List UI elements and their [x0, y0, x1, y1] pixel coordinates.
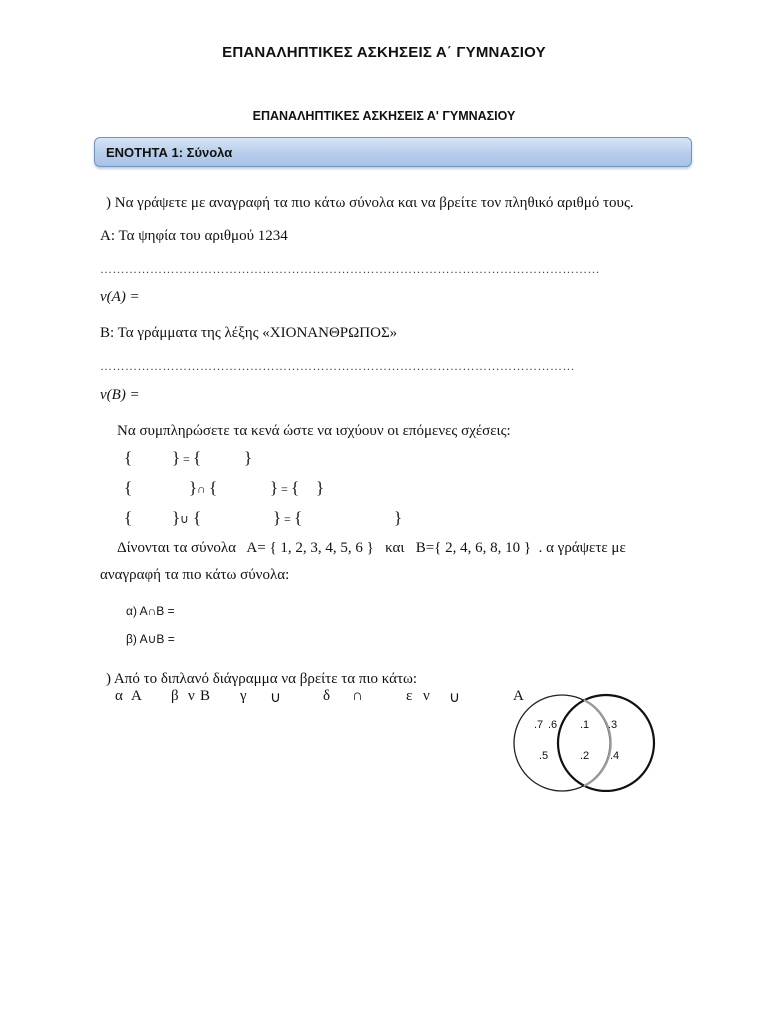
open-brace: { — [294, 508, 303, 527]
label-alpha: α — [115, 688, 123, 704]
venn-circle-b — [558, 695, 654, 791]
close-brace: } — [172, 448, 181, 467]
exercise2-prompt: Να συμπληρώσετε τα κενά ώστε να ισχύουν οι επόμενες σχέσεις: — [117, 423, 511, 439]
label-set-a: Α — [131, 688, 142, 704]
open-brace: { — [124, 448, 133, 467]
open-brace: { — [291, 478, 300, 497]
close-brace: } — [316, 478, 325, 497]
equals-sign: = — [281, 482, 288, 496]
label-union: ∪ — [270, 690, 281, 706]
answer-line-a: ………………………………………………………………………………………………………… — [100, 262, 600, 276]
union-sign: ∪ — [180, 512, 189, 526]
document-title: ΕΠΑΝΑΛΗΠΤΙΚΕΣ ΑΣΚΗΣΕΙΣ Α΄ ΓΥΜΝΑΣΙΟΥ — [222, 44, 546, 61]
intersection-sign: ∩ — [197, 482, 206, 496]
set-a-definition: Α= { 1, 2, 3, 4, 5, 6 } — [246, 540, 374, 556]
label-set-b: Β — [200, 688, 211, 704]
exercise3-line1 — [117, 540, 626, 557]
exercise3-intro: Δίνονται τα σύνολα — [117, 540, 236, 556]
label-delta: δ — [323, 688, 331, 704]
open-brace: { — [209, 478, 218, 497]
label-intersection: ∩ — [352, 688, 363, 704]
label-set-a: Α — [513, 688, 524, 704]
equals-sign: = — [284, 512, 291, 526]
venn-element: .7 — [534, 719, 544, 731]
open-brace: { — [124, 478, 133, 497]
venn-overlap-arc — [584, 700, 611, 786]
exercise1-prompt: ) Να γράψετε με αναγραφή τα πιο κάτω σύνολα και να βρείτε τον πληθικό αριθμό τους. — [106, 195, 634, 211]
section-heading-label: ΕΝΟΤΗΤΑ 1: Σύνολα — [106, 145, 233, 160]
exercise1-item-b: Β: Τα γράμματα της λέξης «ΧΙΟΝΑΝΘΡΩΠΟΣ» — [100, 325, 398, 341]
question-union: β) Α∪Β = — [126, 632, 175, 646]
venn-element: .6 — [548, 719, 558, 731]
conjunction: και — [385, 540, 405, 556]
exercise1-item-a: Α: Τα ψηφία του αριθμού 1234 — [100, 228, 288, 244]
venn-element: .1 — [580, 719, 590, 731]
exercise3-line2: αναγραφή τα πιο κάτω σύνολα: — [100, 567, 290, 583]
open-brace: { — [193, 448, 202, 467]
open-brace: { — [124, 508, 133, 527]
open-brace: { — [193, 508, 202, 527]
exercise3-instruction: . α γράψετε με — [538, 540, 626, 556]
close-brace: } — [394, 508, 403, 527]
label-gamma: γ — [240, 688, 247, 704]
close-brace: } — [172, 508, 181, 527]
venn-element: .2 — [580, 750, 590, 762]
venn-element: .4 — [610, 750, 620, 762]
exercise4-prompt: ) Από το διπλανό διάγραμμα να βρείτε τα πιο κάτω: — [106, 671, 418, 687]
label-union: ∪ — [449, 690, 460, 706]
label-nu: ν — [423, 688, 430, 704]
label-epsilon: ε — [406, 688, 413, 704]
set-b-definition: Β={ 2, 4, 6, 8, 10 } — [415, 540, 532, 556]
close-brace: } — [189, 478, 198, 497]
close-brace: } — [270, 478, 279, 497]
label-beta: β — [171, 688, 179, 704]
venn-diagram — [508, 692, 660, 792]
close-brace: } — [244, 448, 253, 467]
close-brace: } — [273, 508, 282, 527]
document-subtitle: ΕΠΑΝΑΛΗΠΤΙΚΕΣ ΑΣΚΗΣΕΙΣ Α' ΓΥΜΝΑΣΙΟΥ — [252, 109, 516, 123]
question-intersection: α) Α∩Β = — [126, 604, 175, 618]
venn-element: .3 — [608, 719, 618, 731]
cardinality-a: ν(A) = — [100, 289, 140, 305]
answer-line-b: …………………………………………………………………………………………………… — [100, 359, 575, 373]
venn-element: .5 — [539, 750, 549, 762]
label-nu: ν — [188, 688, 195, 704]
cardinality-b: ν(B) = — [100, 387, 140, 403]
equals-sign: = — [183, 452, 190, 466]
